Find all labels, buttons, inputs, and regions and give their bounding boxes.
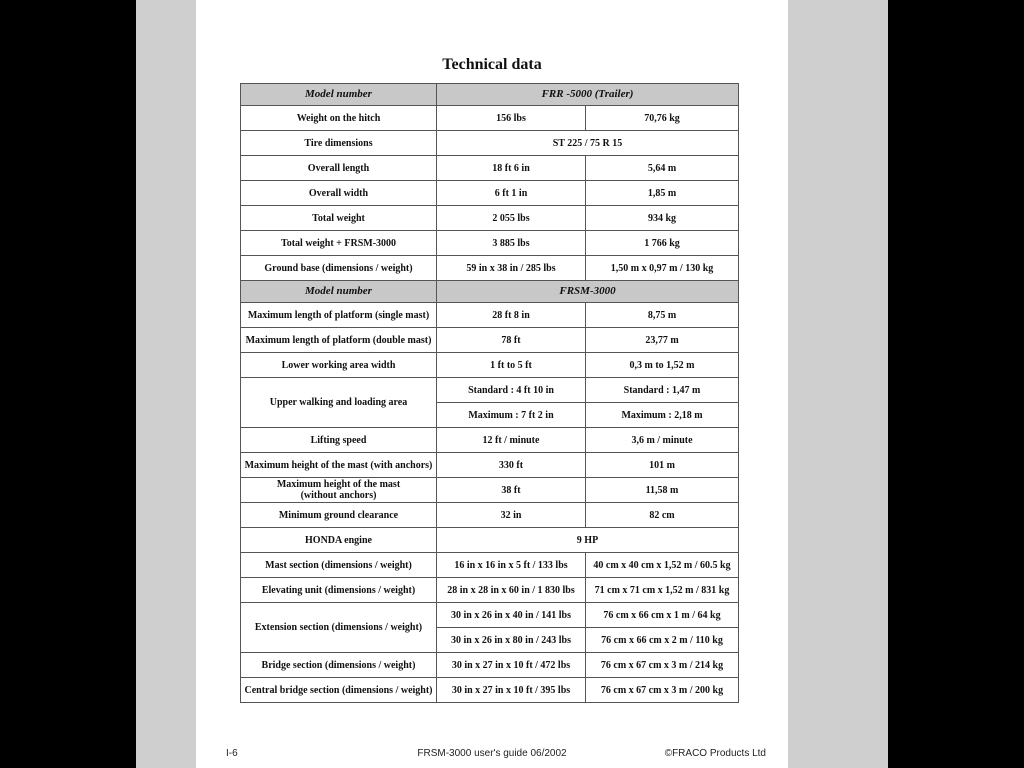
row-imperial: 12 ft / minute: [437, 428, 586, 453]
row-imperial: 2 055 lbs: [437, 206, 586, 231]
footer-guide: FRSM-3000 user's guide 06/2002: [417, 748, 567, 759]
row-imperial: 38 ft: [437, 478, 586, 503]
table-row: [241, 578, 739, 603]
row-label: Total weight: [241, 206, 437, 231]
row-label: Extension section (dimensions / weight): [241, 603, 437, 653]
table-row: [241, 603, 739, 628]
header-model: FRSM-3000: [437, 281, 739, 303]
row-label: Minimum ground clearance: [241, 503, 437, 528]
row-metric: 101 m: [586, 453, 739, 478]
row-label: Mast section (dimensions / weight): [241, 553, 437, 578]
table-row: [241, 303, 739, 328]
row-imperial: 18 ft 6 in: [437, 156, 586, 181]
row-imperial: 78 ft: [437, 328, 586, 353]
table-row: [241, 181, 739, 206]
row-imperial: 16 in x 16 in x 5 ft / 133 lbs: [437, 553, 586, 578]
row-imperial: 28 in x 28 in x 60 in / 1 830 lbs: [437, 578, 586, 603]
row-metric: Standard : 1,47 m: [586, 378, 739, 403]
row-metric: 1,50 m x 0,97 m / 130 kg: [586, 256, 739, 281]
row-metric: 1 766 kg: [586, 231, 739, 256]
row-metric: 934 kg: [586, 206, 739, 231]
row-label: HONDA engine: [241, 528, 437, 553]
row-label: Overall width: [241, 181, 437, 206]
row-label: Central bridge section (dimensions / weight): [241, 678, 437, 703]
row-metric: 1,85 m: [586, 181, 739, 206]
row-metric: 76 cm x 67 cm x 3 m / 214 kg: [586, 653, 739, 678]
table-row: [241, 528, 739, 553]
row-imperial: 28 ft 8 in: [437, 303, 586, 328]
document-page: [196, 0, 788, 768]
row-label: Total weight + FRSM-3000: [241, 231, 437, 256]
footer-copyright: ©FRACO Products Ltd: [664, 748, 766, 759]
row-label: Maximum length of platform (single mast): [241, 303, 437, 328]
row-metric: 76 cm x 66 cm x 2 m / 110 kg: [586, 628, 739, 653]
row-imperial: 330 ft: [437, 453, 586, 478]
row-imperial: 30 in x 27 in x 10 ft / 472 lbs: [437, 653, 586, 678]
table-row: [241, 353, 739, 378]
row-metric: 0,3 m to 1,52 m: [586, 353, 739, 378]
table-row: [241, 653, 739, 678]
row-metric: 5,64 m: [586, 156, 739, 181]
table-row: [241, 256, 739, 281]
row-metric: 76 cm x 66 cm x 1 m / 64 kg: [586, 603, 739, 628]
row-label: Overall length: [241, 156, 437, 181]
row-imperial: 30 in x 26 in x 40 in / 141 lbs: [437, 603, 586, 628]
row-label: Upper walking and loading area: [241, 378, 437, 428]
section-header-row: [241, 84, 739, 106]
table-row: [241, 231, 739, 256]
table-row: [241, 478, 739, 503]
table-row: [241, 503, 739, 528]
row-label: Ground base (dimensions / weight): [241, 256, 437, 281]
table-row: [241, 553, 739, 578]
row-metric: 82 cm: [586, 503, 739, 528]
row-imperial: Standard : 4 ft 10 in: [437, 378, 586, 403]
row-label: Maximum height of the mast (with anchors): [241, 453, 437, 478]
row-label: Maximum length of platform (double mast): [241, 328, 437, 353]
row-metric: 8,75 m: [586, 303, 739, 328]
table-row: [241, 156, 739, 181]
row-imperial: 59 in x 38 in / 285 lbs: [437, 256, 586, 281]
table-row: [241, 328, 739, 353]
letterbox-right: [888, 0, 1024, 768]
row-label: Bridge section (dimensions / weight): [241, 653, 437, 678]
table-row: [241, 131, 739, 156]
row-metric: 71 cm x 71 cm x 1,52 m / 831 kg: [586, 578, 739, 603]
page-margin-right: [788, 0, 888, 768]
row-metric: 11,58 m: [586, 478, 739, 503]
section-header-row: [241, 281, 739, 303]
table-row: [241, 428, 739, 453]
header-label: Model number: [241, 281, 437, 303]
table-row: [241, 378, 739, 403]
row-combined: 9 HP: [437, 528, 739, 553]
table-row: [241, 678, 739, 703]
table-row: [241, 453, 739, 478]
row-imperial: 156 lbs: [437, 106, 586, 131]
row-combined: ST 225 / 75 R 15: [437, 131, 739, 156]
row-imperial: 32 in: [437, 503, 586, 528]
header-label: Model number: [241, 84, 437, 106]
row-metric: 3,6 m / minute: [586, 428, 739, 453]
page-title: Technical data: [442, 56, 542, 73]
row-label: Maximum height of the mast (without anchors): [241, 478, 437, 503]
table-row: [241, 106, 739, 131]
table-row: [241, 206, 739, 231]
row-imperial: 3 885 lbs: [437, 231, 586, 256]
header-model: FRR -5000 (Trailer): [437, 84, 739, 106]
footer-page-number: I-6: [226, 748, 238, 759]
row-imperial: 30 in x 27 in x 10 ft / 395 lbs: [437, 678, 586, 703]
row-metric: Maximum : 2,18 m: [586, 403, 739, 428]
row-imperial: 6 ft 1 in: [437, 181, 586, 206]
row-label: Lower working area width: [241, 353, 437, 378]
row-metric: 23,77 m: [586, 328, 739, 353]
row-metric: 40 cm x 40 cm x 1,52 m / 60.5 kg: [586, 553, 739, 578]
row-imperial: 30 in x 26 in x 80 in / 243 lbs: [437, 628, 586, 653]
letterbox-left: [0, 0, 136, 768]
row-label: Elevating unit (dimensions / weight): [241, 578, 437, 603]
page-margin-left: [136, 0, 196, 768]
row-metric: 70,76 kg: [586, 106, 739, 131]
row-imperial: Maximum : 7 ft 2 in: [437, 403, 586, 428]
technical-data-table: [240, 83, 739, 703]
row-label: Weight on the hitch: [241, 106, 437, 131]
row-metric: 76 cm x 67 cm x 3 m / 200 kg: [586, 678, 739, 703]
row-imperial: 1 ft to 5 ft: [437, 353, 586, 378]
row-label: Tire dimensions: [241, 131, 437, 156]
row-label: Lifting speed: [241, 428, 437, 453]
